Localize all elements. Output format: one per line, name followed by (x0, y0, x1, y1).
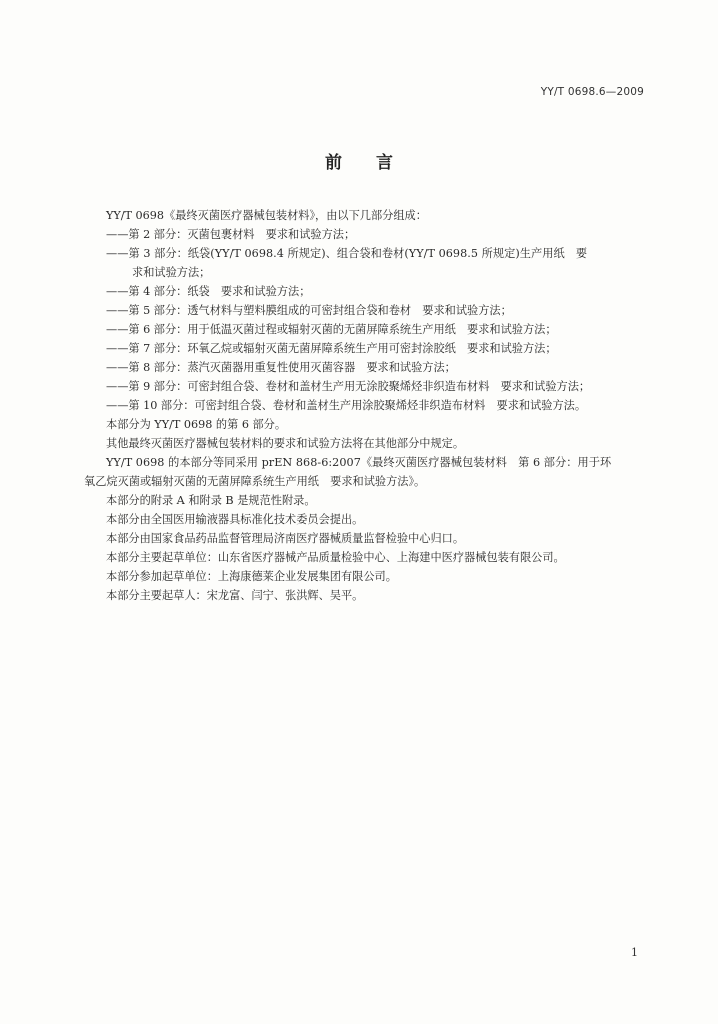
annex-paragraph: 本部分的附录 A 和附录 B 是规范性附录。 (106, 494, 316, 507)
others-paragraph: 其他最终灭菌医疗器械包装材料的要求和试验方法将在其他部分中规定。 (106, 437, 465, 450)
intro-paragraph: YY/T 0698《最终灭菌医疗器械包装材料》，由以下几部分组成： (106, 209, 427, 222)
drafting-participant-paragraph: 本部分参加起草单位：上海康德莱企业发展集团有限公司。 (106, 570, 397, 583)
proposed-by-paragraph: 本部分由全国医用输液器具标准化技术委员会提出。 (106, 513, 364, 526)
list-item-part3-continuation: 求和试验方法； (132, 266, 211, 279)
list-item-part8: ——第 8 部分：蒸汽灭菌器用重复性使用灭菌容器 要求和试验方法； (106, 361, 456, 374)
list-item-part4: ——第 4 部分：纸袋 要求和试验方法； (106, 285, 311, 298)
page-number: 1 (631, 946, 638, 959)
equivalence-paragraph-continuation: 氧乙烷灭菌或辐射灭菌的无菌屏障系统生产用纸 要求和试验方法》。 (84, 475, 426, 488)
drafters-paragraph: 本部分主要起草人：宋龙富、闫宁、张洪辉、吴平。 (106, 589, 364, 602)
list-item-part3: ——第 3 部分：纸袋(YY/T 0698.4 所规定)、组合袋和卷材(YY/T 0698.5 所规定)生产用纸 要 (106, 247, 588, 260)
page-title: 前言 (325, 153, 427, 173)
equivalence-paragraph: YY/T 0698 的本部分等同采用 prEN 868-6:2007《最终灭菌医疗器械包装材料 第 6 部分：用于环 (106, 456, 612, 469)
list-item-part7: ——第 7 部分：环氧乙烷或辐射灭菌无菌屏障系统生产用可密封涂胶纸 要求和试验方法； (106, 342, 557, 355)
list-item-part2: ——第 2 部分：灭菌包裹材料 要求和试验方法； (106, 228, 356, 241)
list-item-part10: ——第 10 部分：可密封组合袋、卷材和盖材生产用涂胶聚烯烃非织造布材料 要求和试验方法。 (106, 399, 587, 412)
list-item-part5: ——第 5 部分：透气材料与塑料膜组成的可密封组合袋和卷材 要求和试验方法； (106, 304, 512, 317)
foreword-body (84, 206, 652, 605)
drafting-main-paragraph: 本部分主要起草单位：山东省医疗器械产品质量检验中心、上海建中医疗器械包装有限公司。 (106, 551, 565, 564)
list-item-part9: ——第 9 部分：可密封组合袋、卷材和盖材生产用无涂胶聚烯烃非织造布材料 要求和试验方法； (106, 380, 591, 393)
this-part-paragraph: 本部分为 YY/T 0698 的第 6 部分。 (106, 418, 287, 431)
standard-code: YY/T 0698.6—2009 (540, 86, 644, 98)
centralized-paragraph: 本部分由国家食品药品监督管理局济南医疗器械质量监督检验中心归口。 (106, 532, 465, 545)
list-item-part6: ——第 6 部分：用于低温灭菌过程或辐射灭菌的无菌屏障系统生产用纸 要求和试验方法； (106, 323, 557, 336)
